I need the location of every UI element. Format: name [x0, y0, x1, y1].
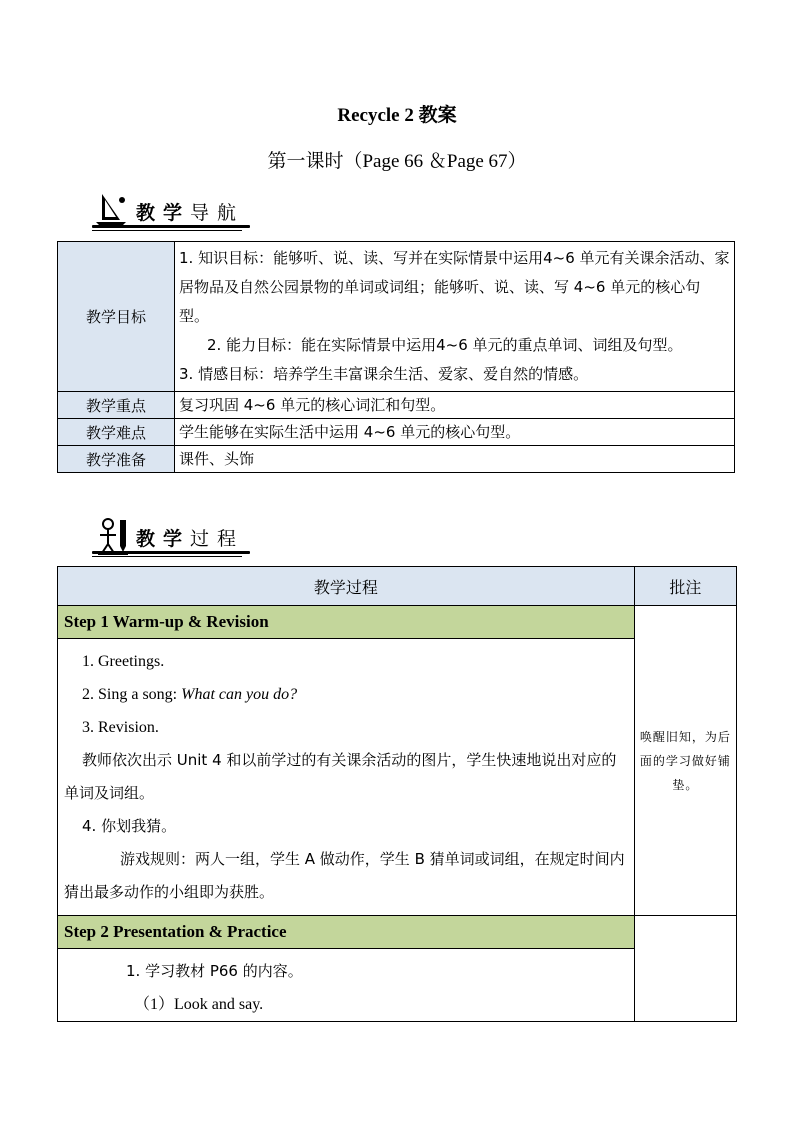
step1-line-revision: 3. Revision. — [82, 719, 159, 736]
song-title: What can you do? — [181, 686, 298, 703]
goal-ability: 2. 能力目标：能在实际情景中运用4~6 单元的重点单词、词组及句型。 — [207, 336, 683, 354]
table-row — [58, 446, 735, 473]
teaching-process-table — [57, 566, 737, 1022]
sailboat-icon — [92, 190, 136, 226]
step1-title-row — [58, 606, 737, 639]
step2-title: Step 2 Presentation & Practice — [58, 916, 635, 949]
row-label-prep: 教学准备 — [58, 446, 175, 473]
teaching-nav-table — [57, 241, 735, 473]
nav-section-header — [92, 190, 262, 230]
step1-body — [58, 639, 635, 916]
step1-line-greetings: 1. Greetings. — [82, 653, 165, 670]
row-label-goals: 教学目标 — [58, 242, 175, 392]
step1-title: Step 1 Warm-up & Revision — [58, 606, 635, 639]
step2-note — [634, 916, 736, 1022]
table-row — [58, 392, 735, 419]
difficulty-points: 学生能够在实际生活中运用 4~6 单元的核心句型。 — [175, 419, 735, 446]
goal-knowledge: 1. 知识目标：能够听、说、读、写并在实际情景中运用4~6 单元有关课余活动、家居物品及自然公园景物的单词或词组；能够听、说、读、写 4~6 单元的核心句型。 — [179, 249, 730, 325]
process-section-header — [92, 516, 262, 556]
step1-line-game: 4. 你划我猜。 — [82, 817, 177, 835]
step2-body — [58, 949, 635, 1022]
pencil-person-icon — [92, 516, 136, 556]
row-label-difficulty: 教学难点 — [58, 419, 175, 446]
step2-line-study: 1. 学习教材 P66 的内容。 — [126, 962, 303, 980]
table-row — [58, 419, 735, 446]
prep-content: 课件、头饰 — [175, 446, 735, 473]
goal-emotion: 3. 情感目标：培养学生丰富课余生活、爱家、爱自然的情感。 — [179, 365, 589, 383]
step1-line-rules: 游戏规则：两人一组，学生 A 做动作，学生 B 猜单词或词组，在规定时间内猜出最多动作的小组即为获胜。 — [64, 850, 625, 901]
table-header-row — [58, 567, 737, 606]
col-header-process: 教学过程 — [58, 567, 635, 606]
row-label-key: 教学重点 — [58, 392, 175, 419]
process-section-title: 教学过程 — [136, 528, 245, 550]
step1-note: 唤醒旧知，为后面的学习做好铺垫。 — [634, 606, 736, 916]
page-title: Recycle 2 教案 — [337, 105, 457, 126]
step2-line-look: （1）Look and say. — [134, 996, 264, 1013]
goals-content — [175, 242, 735, 392]
step1-line-song: 2. Sing a song: What can you do? — [82, 686, 298, 703]
page-subtitle: 第一课时（Page 66 ＆Page 67） — [267, 151, 527, 172]
col-header-note: 批注 — [634, 567, 736, 606]
nav-section-title: 教学导航 — [136, 202, 245, 224]
step1-line-pictures: 教师依次出示 Unit 4 和以前学过的有关课余活动的图片，学生快速地说出对应的单词及词组。 — [64, 751, 617, 802]
key-points: 复习巩固 4~6 单元的核心词汇和句型。 — [175, 392, 735, 419]
table-row — [58, 242, 735, 392]
step2-title-row — [58, 916, 737, 949]
